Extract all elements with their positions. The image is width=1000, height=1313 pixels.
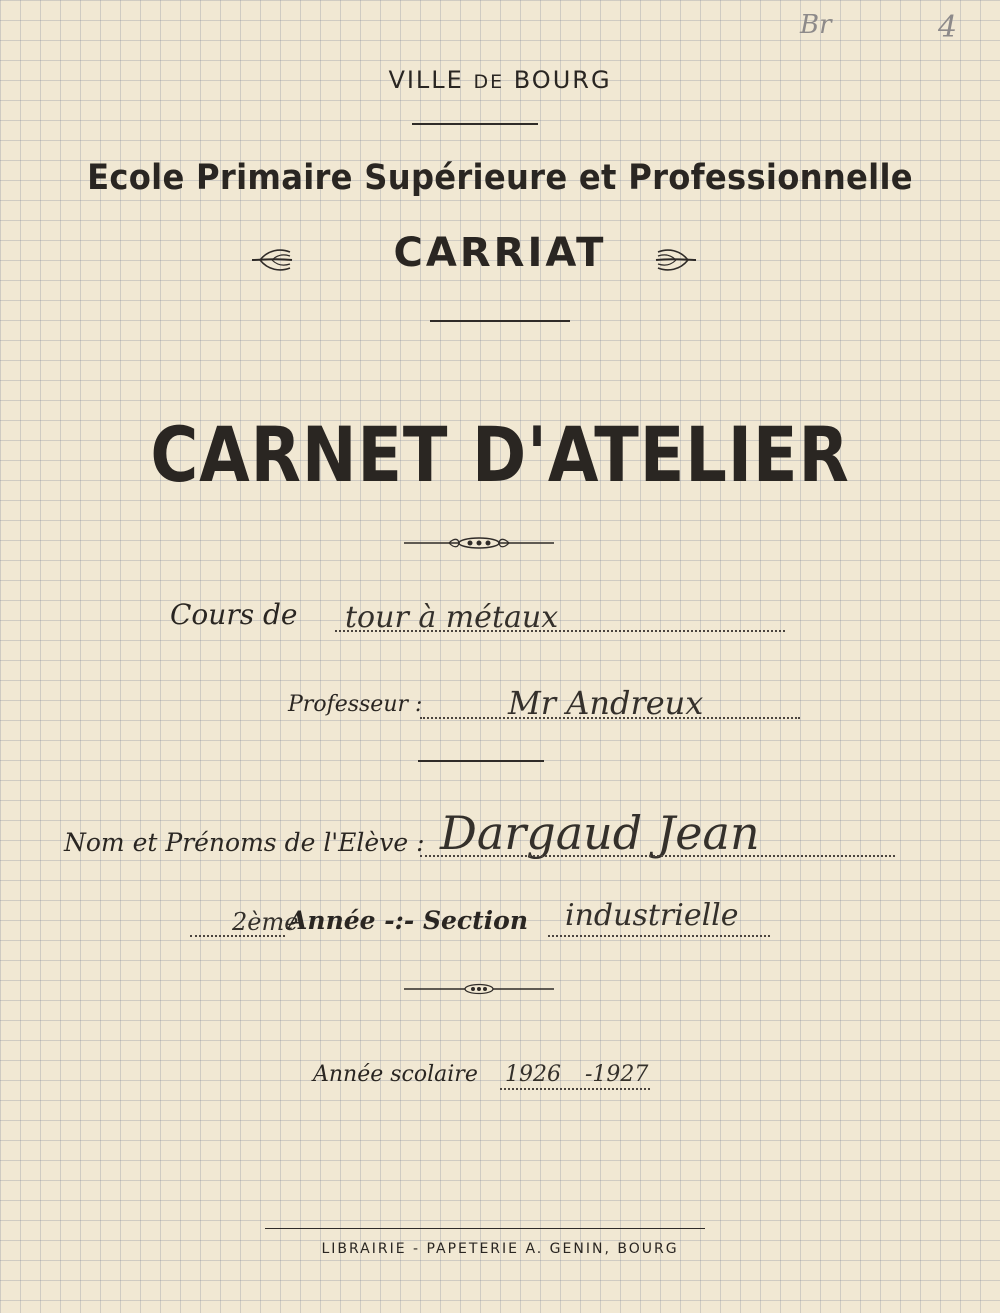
year-number-value: 2ème (232, 908, 299, 936)
city-word-de: DE (473, 71, 505, 93)
city-word-ville: VILLE (388, 66, 464, 94)
course-dotted-line (335, 630, 785, 632)
school-name: Ecole Primaire Supérieure et Professionnelle (87, 158, 913, 198)
student-name-value: Dargaud Jean (440, 806, 760, 860)
right-flourish-icon (654, 246, 698, 274)
notebook-title: CARNET D'ATELIER (150, 410, 850, 499)
school-year-end: -1927 (585, 1062, 649, 1087)
section-dotted-line (548, 935, 770, 937)
student-name-label: Nom et Prénoms de l'Elève : (64, 828, 425, 857)
city-heading (0, 66, 1000, 94)
course-value: tour à métaux (345, 600, 559, 635)
school-year-start: 1926 (505, 1062, 561, 1087)
professor-label: Professeur : (288, 692, 423, 717)
year-dotted-line (190, 935, 285, 937)
footer-divider (265, 1228, 705, 1229)
corner-mark-right: 4 (938, 10, 958, 45)
header-divider (412, 123, 538, 125)
professor-value: Mr Andreux (508, 684, 704, 722)
corner-mark-left: Br (800, 10, 832, 40)
student-name-dotted-line (420, 855, 895, 857)
section-value: industrielle (565, 898, 739, 933)
school-short-name: CARRIAT (393, 230, 607, 276)
year-section-label: Année -:- Section (288, 906, 529, 935)
school-year-dotted-line (500, 1088, 650, 1090)
publisher-imprint: LIBRAIRIE - PAPETERIE A. GENIN, BOURG (321, 1241, 679, 1257)
course-label: Cours de (170, 598, 298, 631)
city-word-bourg: BOURG (513, 66, 612, 94)
school-divider (430, 320, 570, 322)
title-ornament-icon (404, 536, 554, 550)
school-year-label: Année scolaire (313, 1062, 478, 1087)
lower-ornament-icon (404, 982, 554, 996)
middle-divider (418, 760, 544, 762)
professor-dotted-line (420, 717, 800, 719)
